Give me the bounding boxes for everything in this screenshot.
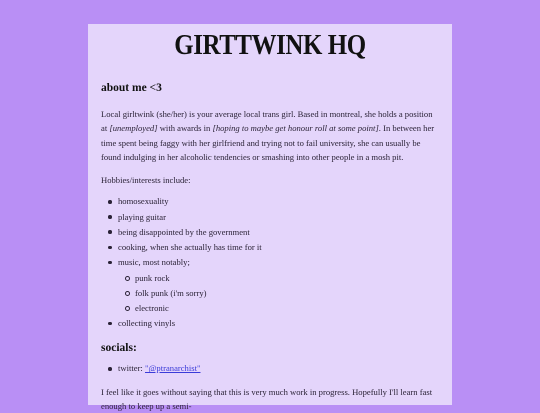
bullet-circle-icon — [125, 291, 130, 296]
list-item — [101, 361, 439, 376]
bio-text-1: Local girltwink (she/her) is your average local trans girl. Based in montreal, she holds a position at — [101, 109, 433, 134]
list-item — [101, 255, 439, 316]
bullet-icon — [108, 200, 112, 204]
hobby-label: collecting vinyls — [118, 318, 176, 329]
list-item — [118, 271, 439, 286]
bullet-icon — [108, 246, 112, 250]
site-title: GIRTTWINK HQ — [174, 29, 366, 61]
twitter-link[interactable]: "@ptranarchist" — [144, 363, 201, 374]
about-heading: about me <3 — [101, 82, 162, 94]
bullet-icon — [108, 215, 112, 219]
closing-paragraph: I feel like it goes without saying that this is very much work in progress. Hopefully I'll learn fast enough to keep up a semi- — [101, 386, 433, 411]
genre-label: punk rock — [135, 272, 170, 283]
hobby-label: being disappointed by the government — [118, 226, 250, 237]
list-item — [101, 194, 439, 209]
bullet-icon — [108, 261, 112, 265]
genre-label: folk punk (i'm sorry) — [135, 287, 207, 298]
bio-employment: [unemployed] — [109, 123, 158, 134]
hobbies-list — [101, 194, 439, 331]
list-item — [101, 240, 439, 255]
hobbies-intro: Hobbies/interests include: — [101, 175, 191, 186]
bullet-icon — [108, 230, 112, 234]
hobby-label: music, most notably; — [118, 257, 190, 268]
list-item — [118, 286, 439, 301]
hobby-label: cooking, when she actually has time for it — [118, 242, 262, 253]
bio-text-3: . In between her time spent being faggy with her girlfriend and trying not to fail university, she can usually be found indulging in her alcoholic tendencies or smashing into other people in a mosh pit. — [101, 123, 435, 162]
list-item — [101, 225, 439, 240]
bio-paragraph — [101, 107, 439, 164]
socials-list — [101, 361, 439, 376]
hobby-label: homosexuality — [118, 196, 169, 207]
bullet-icon — [108, 322, 112, 326]
twitter-label: twitter: — [118, 363, 145, 374]
list-item — [101, 210, 439, 225]
bullet-circle-icon — [125, 306, 130, 311]
bio-awards: [hoping to maybe get honour roll at some point] — [212, 123, 379, 134]
bullet-circle-icon — [125, 276, 130, 281]
music-genres-list — [118, 271, 439, 317]
list-item — [101, 316, 439, 331]
bullet-icon — [108, 367, 112, 371]
page-container — [88, 24, 452, 411]
list-item — [118, 301, 439, 316]
hobby-label: playing guitar — [118, 211, 166, 222]
bio-text-2: with awards in — [157, 123, 213, 134]
socials-heading: socials: — [101, 342, 137, 355]
genre-label: electronic — [135, 302, 169, 313]
